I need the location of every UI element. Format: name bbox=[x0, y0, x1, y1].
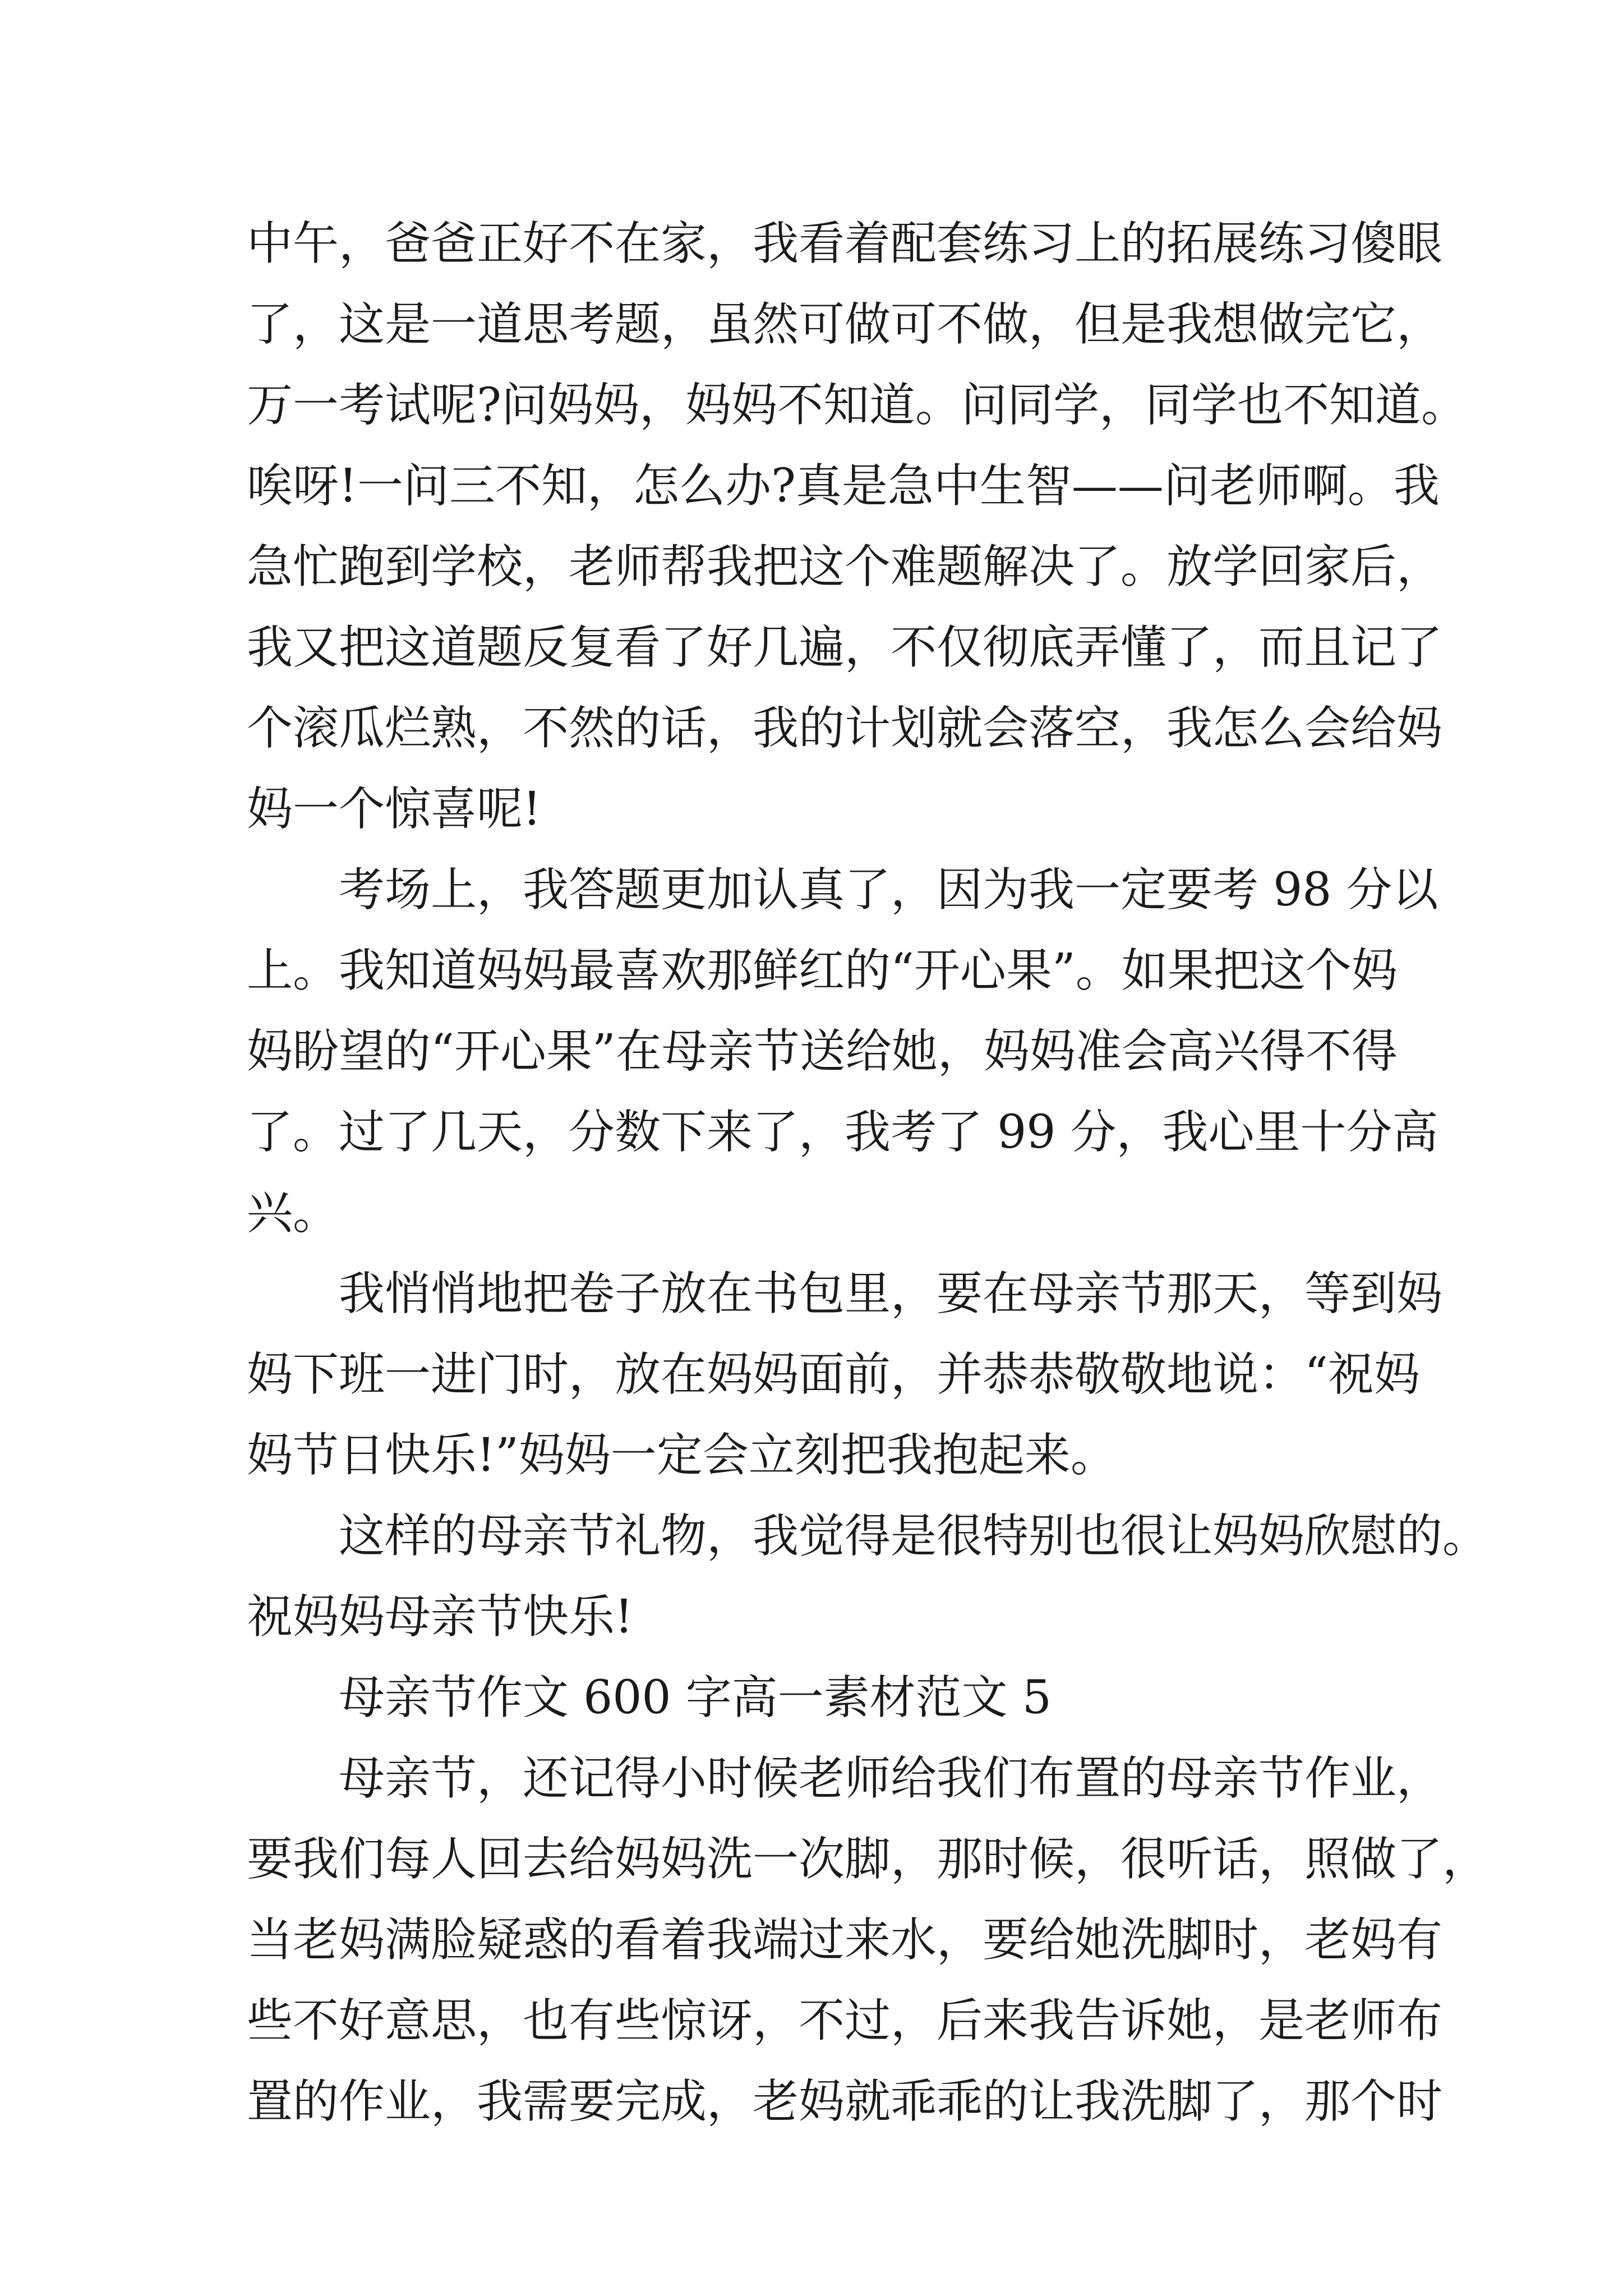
text-line: 妈盼望的“开心果”在母亲节送给她，妈妈准会高兴得不得 bbox=[247, 1025, 1398, 1078]
section-heading: 母亲节作文 600 字高一素材范文 5 bbox=[339, 1671, 1052, 1724]
text-line: 妈一个惊喜呢! bbox=[247, 783, 541, 836]
text-line: 当老妈满脸疑惑的看着我端过来水，要给她洗脚时，老妈有 bbox=[247, 1913, 1443, 1967]
text-line: 这样的母亲节礼物，我觉得是很特别也很让妈妈欣慰的。 bbox=[339, 1510, 1489, 1563]
text-line: 些不好意思，也有些惊讶，不过，后来我告诉她，是老师布 bbox=[247, 1994, 1443, 2047]
text-line: 兴。 bbox=[247, 1186, 339, 1240]
text-line: 了。过了几天，分数下来了，我考了 99 分，我心里十分高 bbox=[247, 1106, 1438, 1159]
text-line: 母亲节，还记得小时候老师给我们布置的母亲节作业， bbox=[339, 1752, 1443, 1805]
text-line: 我又把这道题反复看了好几遍，不仅彻底弄懂了，而且记了 bbox=[247, 621, 1443, 674]
text-line: 我悄悄地把卷子放在书包里，要在母亲节那天，等到妈 bbox=[339, 1267, 1443, 1320]
text-line: 急忙跑到学校，老师帮我把这个难题解决了。放学回家后， bbox=[247, 540, 1443, 593]
text-line: 了，这是一道思考题，虽然可做可不做，但是我想做完它， bbox=[247, 298, 1443, 351]
text-line: 要我们每人回去给妈妈洗一次脚，那时候，很听话，照做了， bbox=[247, 1833, 1489, 1886]
text-line: 考场上，我答题更加认真了，因为我一定要考 98 分以 bbox=[339, 863, 1438, 917]
text-line: 万一考试呢?问妈妈，妈妈不知道。问同学，同学也不知道。 bbox=[247, 379, 1467, 432]
text-line: 祝妈妈母亲节快乐! bbox=[247, 1590, 633, 1644]
text-line: 妈节日快乐!”妈妈一定会立刻把我抱起来。 bbox=[247, 1429, 1117, 1482]
text-line: 个滚瓜烂熟，不然的话，我的计划就会落空，我怎么会给妈 bbox=[247, 702, 1443, 755]
text-line: 唉呀!一问三不知，怎么办?真是急中生智——问老师啊。我 bbox=[247, 459, 1440, 513]
text-line: 上。我知道妈妈最喜欢那鲜红的“开心果”。如果把这个妈 bbox=[247, 944, 1398, 997]
text-line: 中午，爸爸正好不在家，我看着配套练习上的拓展练习傻眼 bbox=[247, 217, 1443, 270]
text-line: 妈下班一进门时，放在妈妈面前，并恭恭敬敬地说：“祝妈 bbox=[247, 1348, 1420, 1401]
text-line: 置的作业，我需要完成，老妈就乖乖的让我洗脚了，那个时 bbox=[247, 2075, 1443, 2128]
